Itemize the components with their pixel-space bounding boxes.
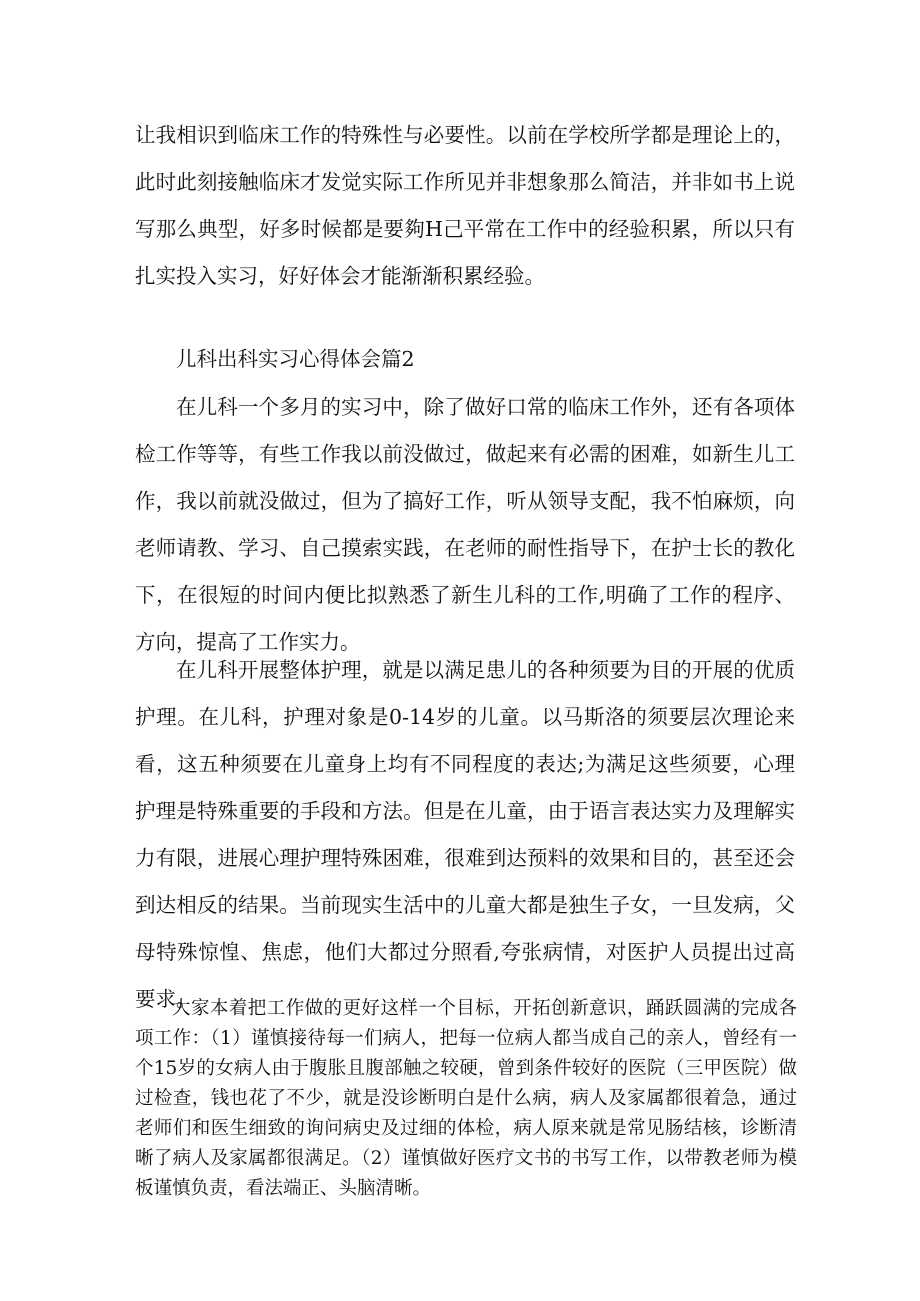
body-paragraph-1: 让我相识到临床工作的特殊性与必要性。以前在学校所学都是理论上的，此时此刻接触临床才发觉实际工作所见并非想象那么简洁，并非如书上说写那么典型，好多时候都是要夠H己平常在工作中的经验积累，所以只有扎实投入实习，好好体会才能渐渐积累经验。 bbox=[135, 123, 795, 288]
body-paragraph-4: 大家本着把工作做的更好这样一个目标，开拓创新意识，踊跃圆满的完成各项工作：（1）谨慎接待每一们病人，把每一位病人都当成自己的亲人，曾经有一个15岁的女病人由于腹胀且腹部触之较硬，曾到条件较好的医院（三甲医院）做过检查，钱也花了不少，就是没诊断明白是什么病，病人及家属都很着急，通过老师们和医生细致的询问病史及过细的体检，病人原来就是常见肠结核，诊断清晰了病人及家属都很满足。（2）谨慎做好医疗文书的书写工作，以带教老师为模板谨慎负责，看法端正、头脑清晰。 bbox=[135, 998, 797, 1199]
section-heading: 儿科出科实习心得体会篇2 bbox=[176, 347, 415, 371]
body-paragraph-3: 在儿科开展整体护理，就是以满足患儿的各种须要为目的开展的优质护理。在儿科，护理对象是0-14岁的儿童。以马斯洛的须要层次理论来看，这五种须要在儿童身上均有不同程度的表达;为满足这些须要，心理护理是特殊重要的手段和方法。但是在儿童，由于语言表达实力及理解实力有限，进展心理护理特殊困难，很难到达预料的效果和目的，甚至还会到达相反的结果。当前现实生活中的儿童大都是独生子女，一旦发病，父母特殊惊惶、焦虑，他们大都过分照看,夸张病情，对医护人员提出过高要求。 bbox=[135, 658, 795, 1011]
body-paragraph-2: 在儿科一个多月的实习中，除了做好口常的临床工作外，还有各项体检工作等等，有些工作我以前没做过，做起来有必需的困难，如新生儿工作，我以前就没做过，但为了搞好工作，听从领导支配，我不怕麻烦，向老师请教、学习、自己摸索实践，在老师的耐性指导下，在护士长的教化下，在很短的时间内便比拟熟悉了新生儿科的工作,明确了工作的程序、方向，提高了工作实力。 bbox=[135, 395, 795, 654]
